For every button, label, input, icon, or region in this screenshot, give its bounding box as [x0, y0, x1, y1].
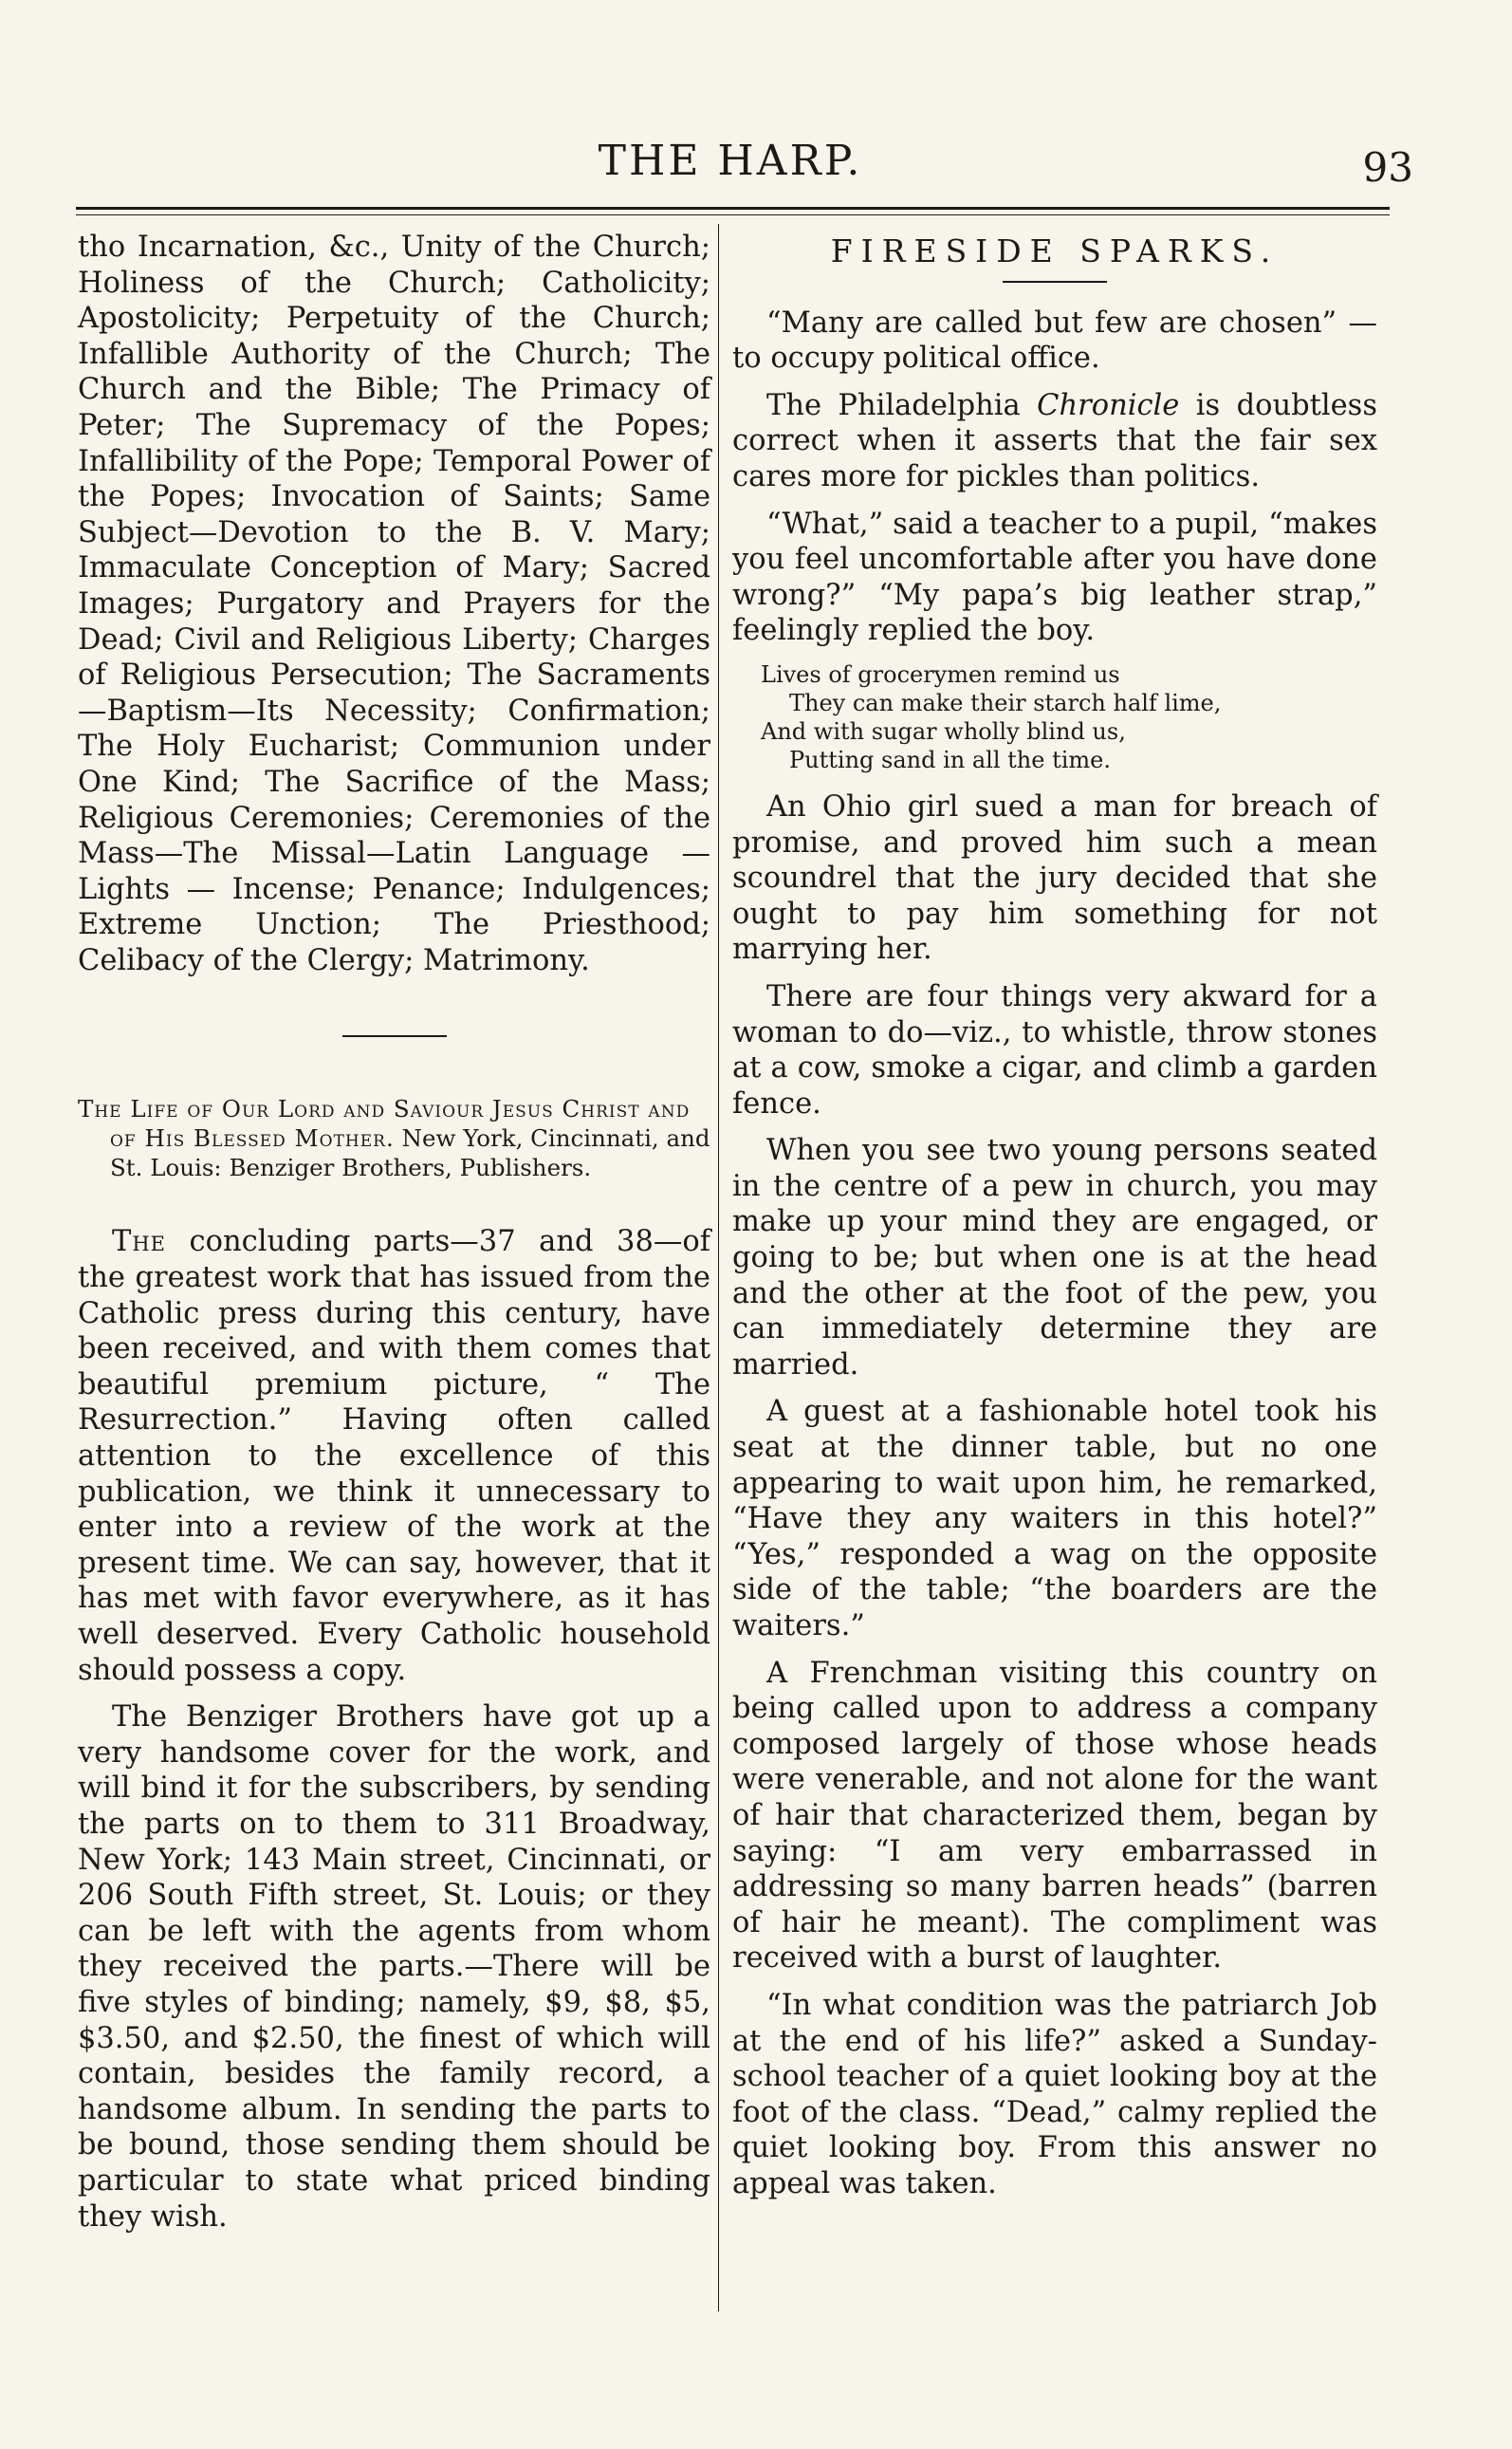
spark-2 [732, 388, 1377, 495]
poem-line: They can make their starch half lime, [789, 689, 1222, 716]
book-notice [78, 1094, 710, 1182]
review-lead: The [112, 1225, 166, 1259]
page-number: 93 [1362, 144, 1413, 191]
catalog-text: tho Incarnation, &c., Unity of the Church; Holiness of the Church; Catholicity; Apostolicity; Perpetuity of the Church; Infallible Authority of the Church; The Church and the Bible; The Primacy of Peter; The Supremacy of the Popes; Infallibility of the Pope; Temporal Power of the Popes; Invocation of Saints; Same Subject—Devotion to the B. V. Mary; Immaculate Conception of Mary; Sacred Images; Purgatory and Prayers for the Dead; Civil and Religious Liberty; Charges of Religious Persecution; The Sacraments—Baptism—Its Necessity; Confirmation; The Holy Eucharist; Communion under One Kind; The Sacrifice of the Mass; Religious Ceremonies; Ceremonies of the Mass—The Missal—Latin Language — Lights — Incense; Penance; Indulgences; Extreme Unction; The Priesthood; Celibacy of the Clergy; Matrimony. [78, 231, 710, 977]
review-paragraph-1-text: concluding parts—37 and 38—of the greatest work that has issued from the Catholic press during this century, have been received, and with them comes that beautiful premium picture, “ The Resurrection.” Having often called attention to the excellence of this publication, we think it unnecessary to enter into a review of the work at the present time. We can say, however, that it has met with favor everywhere, as it has well deserved. Every Catholic household should possess a copy. [78, 1225, 710, 1687]
header-rule-thick [76, 207, 1390, 210]
poem-line: Lives of grocerymen remind us [761, 660, 1120, 688]
spark-2-before: The Philadelphia [766, 388, 1021, 422]
section-rule [342, 1035, 447, 1037]
header-rule-thin [76, 214, 1390, 215]
title-rule [1003, 281, 1107, 283]
spark-3: “What,” said a teacher to a pupil, “makes you feel uncomfortable after you have done wrong?” “My papa’s big leather strap,” feelingly replied the boy. [732, 507, 1377, 648]
spark-6: When you see two young persons seated in the centre of a pew in church, you may make up your mind they are engaged, or going to be; but when one is at the head and the other at the foot of the pew, you can immediately determine they are married. [732, 1134, 1377, 1382]
poem-line: Putting sand in all the time. [789, 746, 1111, 773]
poem [761, 660, 1377, 774]
spark-2-publication: Chronicle [1037, 388, 1180, 422]
spark-9: “In what condition was the patriarch Job at the end of his life?” asked a Sunday-school teacher of a quiet looking boy at the foot of the class. “Dead,” calmy replied the quiet looking boy. From this answer no appeal was taken. [732, 1988, 1377, 2200]
section-title: FIRESIDE SPARKS. [830, 232, 1280, 269]
poem-line: And with sugar wholly blind us, [761, 717, 1126, 745]
column-divider [718, 224, 719, 2311]
right-column [732, 230, 1377, 2202]
spark-5: There are four things very akward for a woman to do—viz., to whistle, throw stones at a cow, smoke a cigar, and climb a garden fence. [732, 979, 1377, 1121]
review-paragraph-1 [78, 1224, 710, 1688]
spark-7: A guest at a fashionable hotel took his seat at the dinner table, but no one appearing to wait upon him, he remarked, “Have they any waiters in this hotel?” “Yes,” responded a wag on the opposite side of the table; “the boarders are the waiters.” [732, 1395, 1377, 1642]
book-notice-imprint: New York, Cincinnati, and St. Louis: Benziger Brothers, Publishers. [110, 1124, 710, 1182]
left-column [78, 230, 710, 2235]
spark-4: An Ohio girl sued a man for breach of promise, and proved him such a mean scoundrel that the jury decided that she ought to pay him something for not marrying her. [732, 789, 1377, 967]
review-paragraph-2: The Benziger Brothers have got up a very handsome cover for the work, and will bind it for the subscribers, by sending the parts on to them to 311 Broadway, New York; 143 Main street, Cincinnati, or 206 South Fifth street, St. Louis; or they can be left with the agents from whom they received the parts.—There will be five styles of binding; namely, $9, $8, $5, $3.50, and $2.50, the finest of which will contain, besides the family record, a handsome album. In sending the parts to be bound, those sending them should be particular to state what priced binding they wish. [78, 1700, 710, 2234]
running-title: THE HARP. [598, 137, 863, 185]
page-header [66, 133, 1413, 199]
book-notice-title: The Life of Our Lord and Saviour Jesus Christ and of His Blessed Mother. [78, 1095, 691, 1153]
spark-1: “Many are called but few are chosen” —to occupy political office. [732, 306, 1377, 376]
spark-8: A Frenchman visiting this country on being called upon to address a company composed largely of those whose heads were venerable, and not alone for the want of hair that characterized them, began by saying: “I am very embarrassed in addressing so many barren heads” (barren of hair he meant). The compliment was received with a burst of laughter. [732, 1656, 1377, 1976]
spark-2-after: is doubtless correct when it asserts that the fair sex cares more for pickles than politics. [732, 388, 1377, 493]
